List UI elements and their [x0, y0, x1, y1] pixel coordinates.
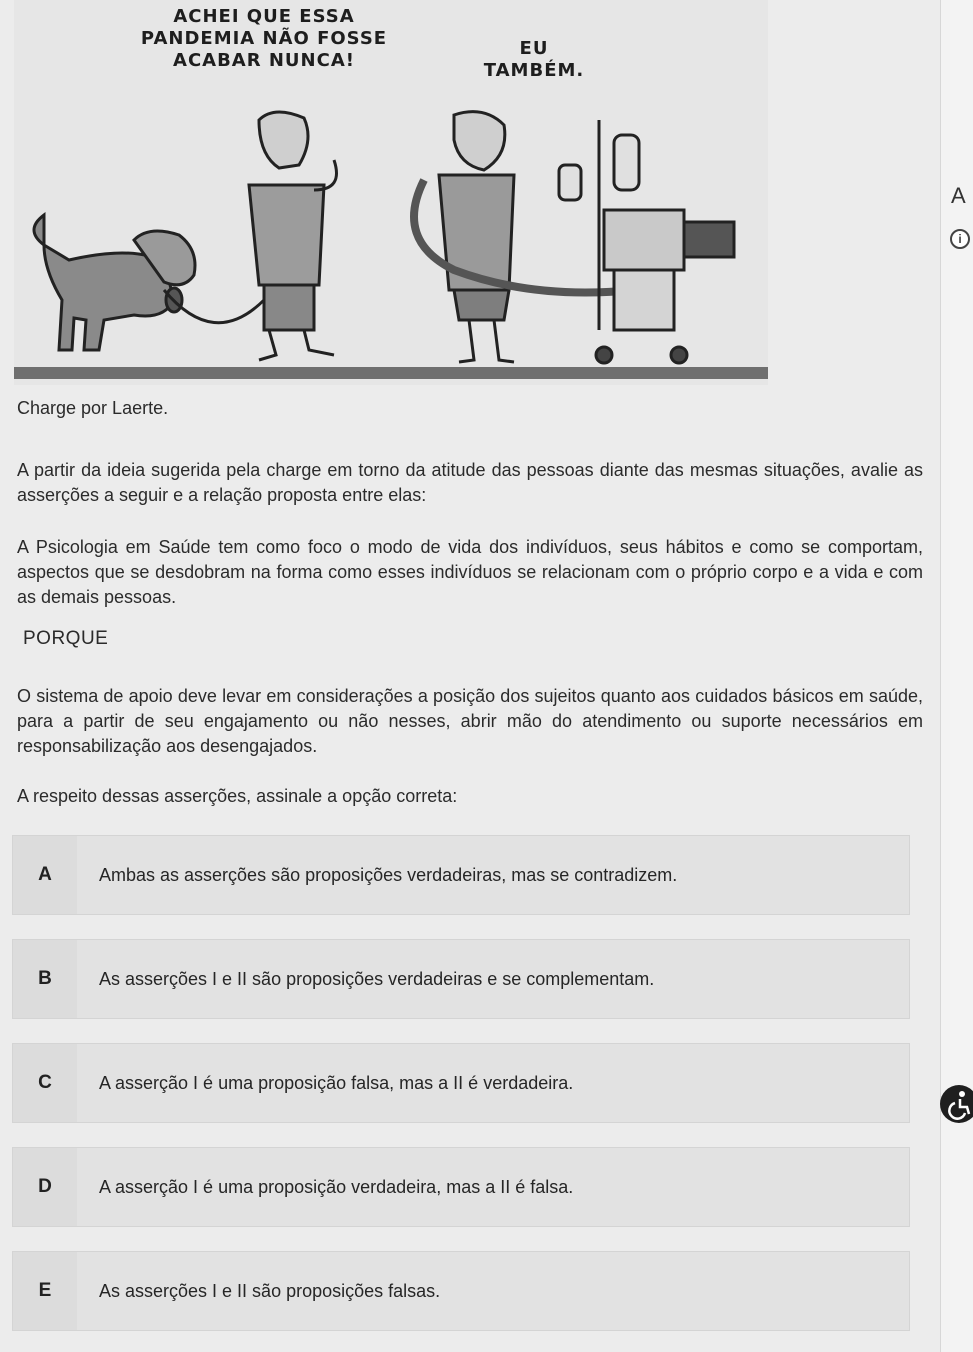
- assertion-connector: PORQUE: [23, 628, 109, 649]
- option-text: A asserção I é uma proposição falsa, mas a II é verdadeira.: [99, 1072, 574, 1093]
- font-size-toggle[interactable]: A: [951, 183, 966, 208]
- cartoon-image: [14, 0, 768, 385]
- accessibility-icon[interactable]: [940, 1085, 973, 1123]
- cartoon-drawing: [14, 0, 768, 385]
- option-letter: E: [13, 1252, 77, 1330]
- info-icon[interactable]: i: [950, 229, 970, 249]
- option-letter: B: [13, 940, 77, 1018]
- speech-bubble-right: EU TAMBÉM.: [483, 38, 585, 81]
- option-letter: A: [13, 836, 77, 914]
- answer-option-c[interactable]: [12, 1043, 910, 1123]
- question-prompt: A respeito dessas asserções, assinale a opção correta:: [17, 786, 458, 806]
- option-text: As asserções I e II são proposições falsas.: [99, 1280, 441, 1301]
- speech-bubble-left: ACHEI QUE ESSA PANDEMIA NÃO FOSSE ACABAR NUNCA!: [140, 6, 388, 71]
- option-letter: D: [13, 1148, 77, 1226]
- assertion-1: A Psicologia em Saúde tem como foco o modo de vida dos indivíduos, seus hábitos e como se comportam, aspectos que se desdobram na forma como esses indivíduos se relacionam com o próprio corpo e a vida e com as demais pessoas.: [17, 537, 923, 607]
- option-text: As asserções I e II são proposições verdadeiras e se complementam.: [99, 968, 655, 989]
- assertion-2: O sistema de apoio deve levar em considerações a posição dos sujeitos quanto aos cuidados básicos em saúde, para a partir de seu engajamento ou não nesses, abrir mão do atendimento ou suporte necessários em responsabilização aos desengajados.: [17, 686, 923, 756]
- answer-option-b[interactable]: [12, 939, 910, 1019]
- option-letter: C: [13, 1044, 77, 1122]
- option-text: Ambas as asserções são proposições verdadeiras, mas se contradizem.: [99, 864, 678, 885]
- answer-option-e[interactable]: [12, 1251, 910, 1331]
- answer-option-d[interactable]: [12, 1147, 910, 1227]
- question-intro: A partir da ideia sugerida pela charge em torno da atitude das pessoas diante das mesmas situações, avalie as asserções a seguir e a relação proposta entre elas:: [17, 460, 923, 505]
- option-text: A asserção I é uma proposição verdadeira, mas a II é falsa.: [99, 1176, 574, 1197]
- answer-option-a[interactable]: [12, 835, 910, 915]
- cartoon-caption: Charge por Laerte.: [17, 398, 169, 418]
